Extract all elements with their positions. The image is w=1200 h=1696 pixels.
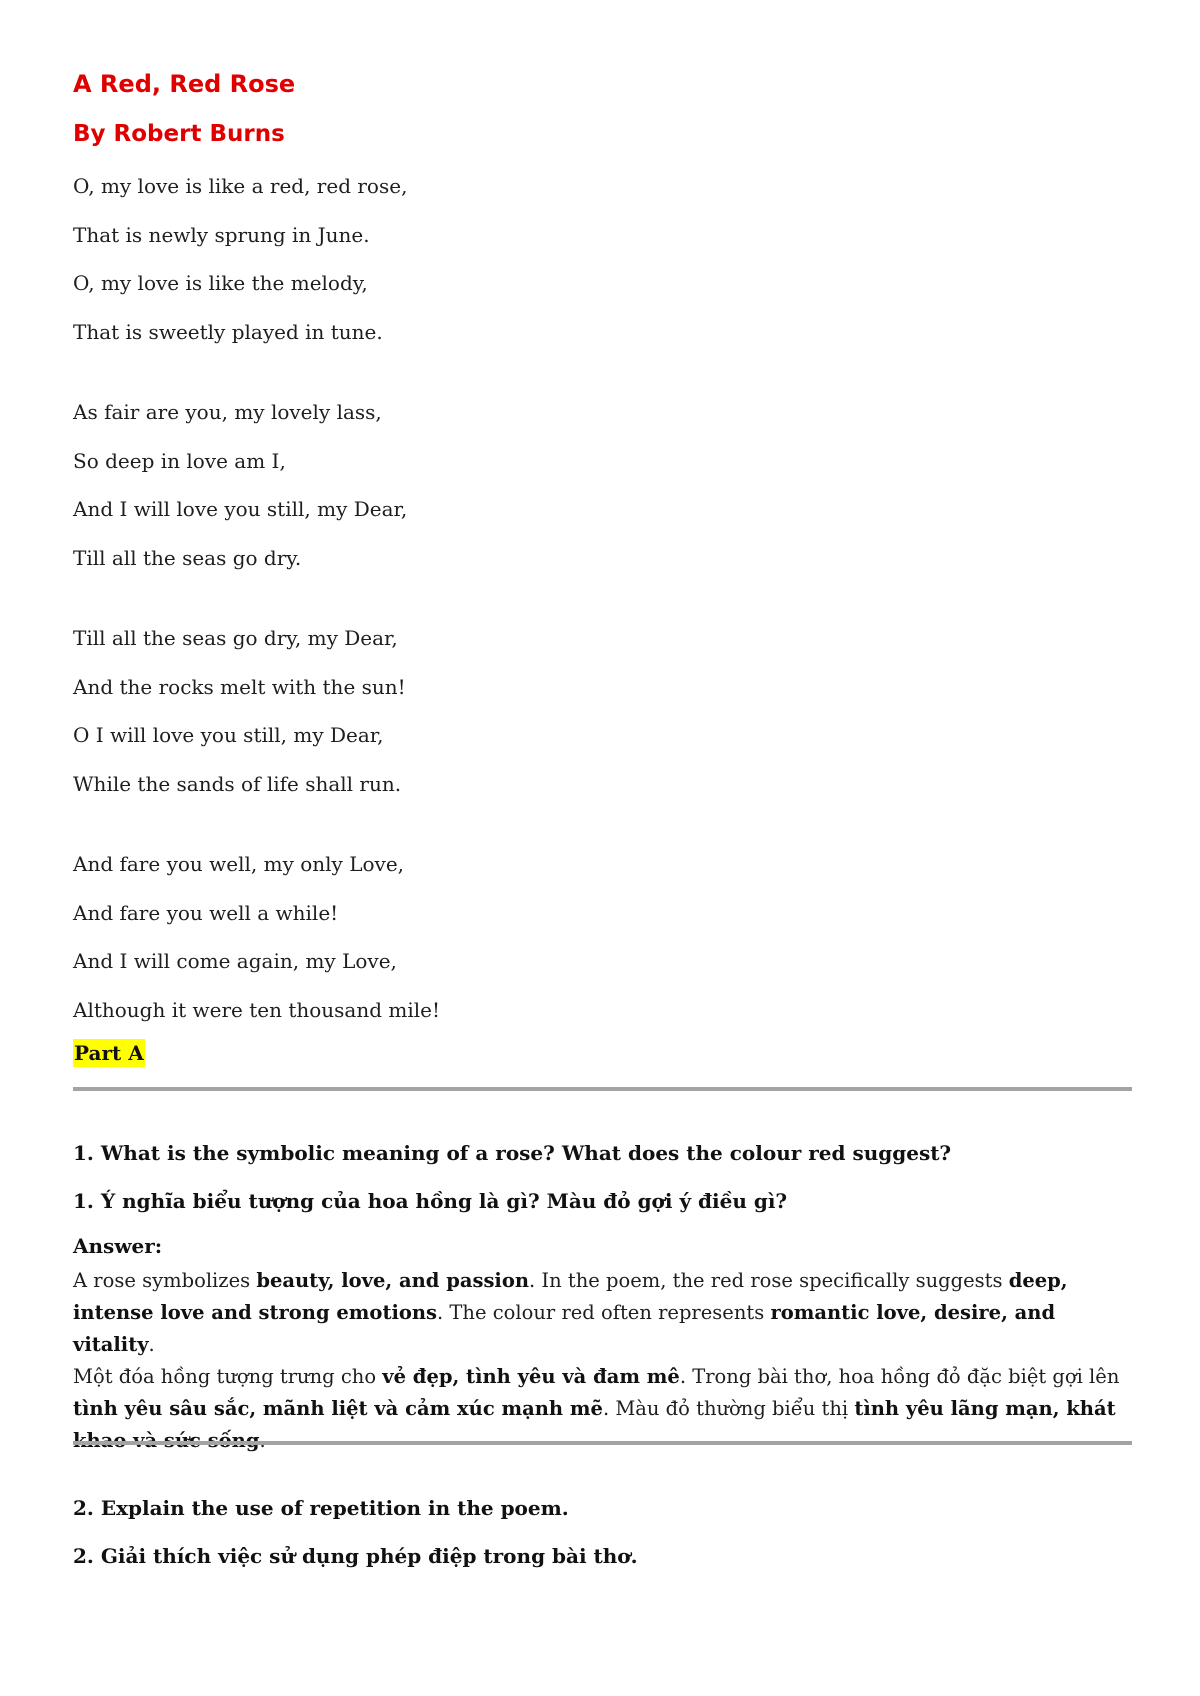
- answer-1-en-text: . The colour red often represents: [437, 1301, 771, 1324]
- poem-line: And fare you well a while!: [73, 900, 339, 925]
- part-a-label: Part A: [74, 1041, 144, 1065]
- poem-author: By Robert Burns: [73, 121, 285, 147]
- question-1-en: 1. What is the symbolic meaning of a rose? What does the colour red suggest?: [73, 1141, 952, 1165]
- poem-line: Although it were ten thousand mile!: [73, 997, 441, 1022]
- poem-line: Till all the seas go dry.: [73, 545, 302, 570]
- stanza-1: [73, 172, 407, 366]
- question-2-en: 2. Explain the use of repetition in the poem.: [73, 1496, 569, 1520]
- answer-1-en-bold: deep, intense love and strong emotions: [73, 1269, 1068, 1324]
- poem-line: As fair are you, my lovely lass,: [73, 400, 382, 424]
- answer-1-vi-text: . Màu đỏ thường biểu thị: [602, 1397, 855, 1420]
- poem-line: O, my love is like the melody,: [73, 271, 368, 295]
- poem-line: That is sweetly played in tune.: [73, 319, 383, 344]
- answer-1-vi-text: Một đóa hồng tượng trưng cho: [73, 1365, 383, 1388]
- poem-line: That is newly sprung in June.: [73, 222, 370, 247]
- answer-1-en-text: .: [148, 1333, 155, 1356]
- poem-line: And I will come again, my Love,: [73, 949, 397, 973]
- poem-line: And fare you well, my only Love,: [73, 852, 405, 876]
- answer-1-vi-bold: vẻ đẹp, tình yêu và đam mê: [382, 1365, 680, 1388]
- poem-line: So deep in love am I,: [73, 448, 286, 473]
- answer-1-vi-bold: tình yêu lãng mạn, khát: [854, 1397, 1116, 1420]
- poem-title: A Red, Red Rose: [73, 70, 296, 98]
- poem-line: And I will love you still, my Dear,: [73, 497, 408, 521]
- poem-line: And the rocks melt with the sun!: [73, 674, 406, 699]
- question-1-vi: 1. Ý nghĩa biểu tượng của hoa hồng là gì? Màu đỏ gợi ý điều gì?: [73, 1189, 788, 1213]
- poem-line: O, my love is like a red, red rose,: [73, 174, 408, 198]
- answer-1-en-text: A rose symbolizes: [73, 1269, 257, 1292]
- answer-1-en-bold: beauty, love, and passion: [256, 1269, 530, 1292]
- stanza-4: [73, 850, 440, 1044]
- answer-1-en-text: . In the poem, the red rose specifically suggests: [529, 1269, 1009, 1292]
- poem-line: Till all the seas go dry, my Dear,: [73, 626, 398, 650]
- stanza-2: [73, 398, 407, 592]
- answer-label: Answer:: [73, 1234, 163, 1258]
- answer-1-vi-bold: tình yêu sâu sắc, mãnh liệt và cảm xúc mạnh mẽ: [73, 1397, 603, 1420]
- answer-1-vi-text: . Trong bài thơ, hoa hồng đỏ đặc biệt gợi lên: [679, 1365, 1120, 1388]
- answer-1-en-bold: romantic love, desire, and vitality: [73, 1301, 1056, 1356]
- stanza-3: [73, 624, 406, 818]
- poem-line: While the sands of life shall run.: [73, 771, 402, 796]
- answer-1: [73, 1265, 1135, 1457]
- poem-line: O I will love you still, my Dear,: [73, 723, 384, 747]
- horizontal-rule: [73, 1441, 1132, 1445]
- question-2-vi: 2. Giải thích việc sử dụng phép điệp trong bài thơ.: [73, 1544, 638, 1568]
- horizontal-rule: [73, 1087, 1132, 1091]
